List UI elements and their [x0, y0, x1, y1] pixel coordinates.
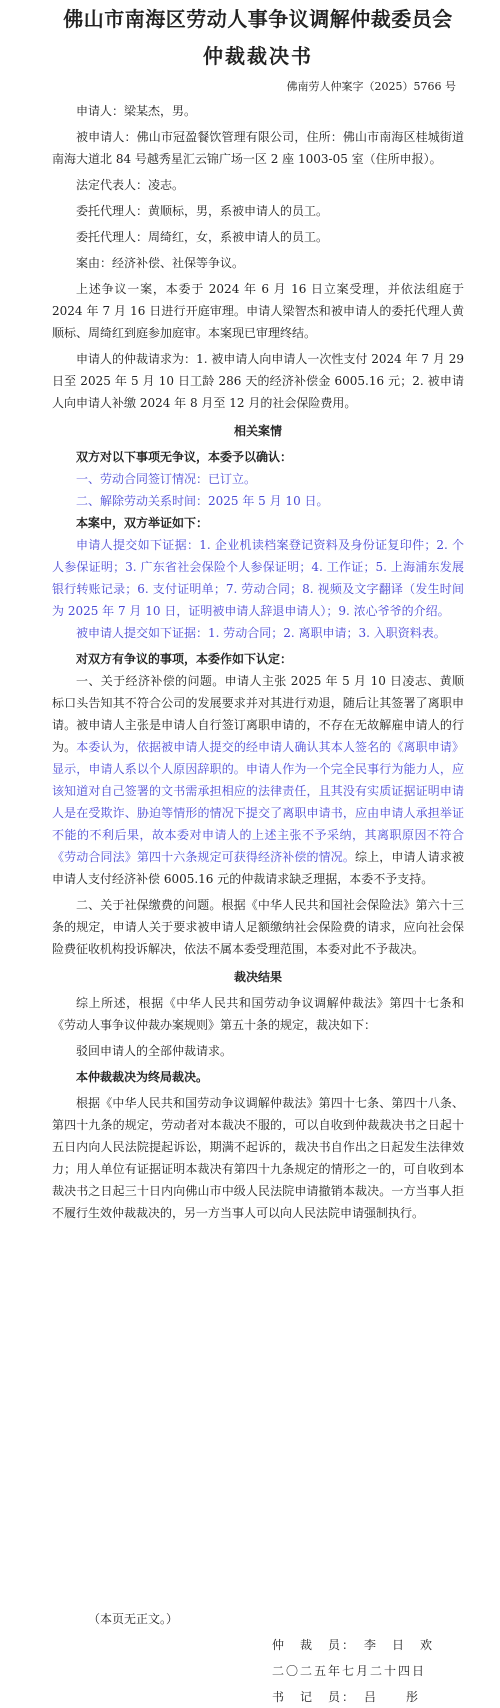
finding-compensation-conclusion: 综上，申请人请求被申请人支付经济补偿 6005.16 元的仲裁请求缺乏理据，本委不予支持。 [52, 850, 464, 886]
applicant-line: 申请人：梁某杰，男。 [76, 104, 197, 118]
undisputed-heading: 双方对以下事项无争议，本委予以确认： [76, 450, 293, 464]
case-cause-line: 案由：经济补偿、社保等争议。 [76, 256, 245, 270]
agent-line-1: 委托代理人：黄顺标，男，系被申请人的员工。 [76, 204, 329, 218]
verdict-date: 二〇二五年七月二十四日 [272, 1664, 427, 1678]
undisputed-item-1: 一、劳动合同签订情况：已订立。 [76, 472, 257, 486]
finding-compensation [52, 670, 464, 890]
finding-compensation-reasoning: 本委认为，依据被申请人提交的经申请人确认其本人签名的《离职申请》显示，申请人系以个人原因辞职的。申请人作为一个完全民事行为能力人，应该知道对自己签署的文书需承担相应的法律责任，且其没有实质证据证明申请人是在受欺诈、胁迫等情形的情况下提交了离职申请书，应由申请人承担举证不能的不利后果，故本委对申请人的上述主张不予采纳，其离职原因不符合《劳动合同法》第四十六条规定可获得经济补偿的情况。 [52, 740, 464, 864]
result-ruling: 驳回申请人的全部仲裁请求。 [76, 1044, 233, 1058]
findings-heading: 对双方有争议的事项，本委作如下认定： [76, 652, 293, 666]
document-title: 仲裁裁决书 [203, 44, 313, 68]
facts-heading: 相关案情 [233, 424, 282, 438]
evidence-heading: 本案中，双方举证如下： [76, 516, 209, 530]
result-heading: 裁决结果 [233, 970, 282, 984]
procedure-paragraph: 上述争议一案，本委于 2024 年 6 月 16 日立案受理，并依法组庭于 2024 年 7 月 16 日进行开庭审理。申请人梁智杰和被申请人的委托代理人黄顺标、周绮红到庭参加庭审。本案现已审理终结。 [52, 282, 464, 340]
legal-representative-line: 法定代表人：凌志。 [76, 178, 185, 192]
finding-social-insurance: 二、关于社保缴费的问题。根据《中华人民共和国社会保险法》第六十三条的规定，申请人关于要求被申请人足额缴纳社会保险费的请求，应向社会保险费征收机构投诉解决，依法不属本委受理范围，本委对此不予裁决。 [52, 898, 464, 956]
respondent-evidence: 被申请人提交如下证据：1. 劳动合同；2. 离职申请；3. 入职资料表。 [76, 626, 446, 640]
clerk-signature-line: 书 记 员： 吕 彤 [272, 1690, 421, 1704]
result-final-statement: 本仲裁裁决为终局裁决。 [76, 1070, 209, 1084]
agent-line-2: 委托代理人：周绮红，女，系被申请人的员工。 [76, 230, 329, 244]
case-number: 佛南劳人仲案字（2025）5766 号 [286, 80, 456, 93]
no-text-note: （本页无正文。） [88, 1612, 179, 1626]
finding-compensation-claims: 一、关于经济补偿的问题。申请人主张 2025 年 5 月 10 日凌志、黄顺标口头告知其不符合公司的发展要求并对其进行劝退，随后让其签署了离职申请。被申请人主张是申请人自行签订离职申请的，不存在无故解雇申请人的行为。 [52, 674, 464, 754]
claims-paragraph: 申请人的仲裁请求为：1. 被申请人向申请人一次性支付 2024 年 7 月 29 日至 2025 年 5 月 10 日工龄 286 天的经济补偿金 6005.16 元；2. 被申请人向申请人补缴 2024 年 8 月至 12 月的社会保险费用。 [52, 352, 464, 410]
applicant-evidence: 申请人提交如下证据：1. 企业机读档案登记资料及身份证复印件；2. 个人参保证明；3. 广东省社会保险个人参保证明；4. 工作证；5. 上海浦东发展银行转账记录；6. 支付证明单；7. 劳动合同；8. 视频及文字翻译（发生时间为 2025 年 7 月 10 日，证明被申请人辞退申请人）；9. 浓心爷爷的介绍。 [52, 538, 464, 618]
appeal-rights-paragraph: 根据《中华人民共和国劳动争议调解仲裁法》第四十七条、第四十八条、第四十九条的规定，劳动者对本裁决不服的，可以自收到仲裁裁决书之日起十五日内向人民法院提起诉讼，期满不起诉的，裁决书自作出之日起发生法律效力；用人单位有证据证明本裁决有第四十九条规定的情形之一的，可自收到本裁决书之日起三十日内向佛山市中级人民法院申请撤销本裁决。一方当事人拒不履行生效仲裁裁决的，另一方当事人可以向人民法院申请强制执行。 [52, 1096, 464, 1220]
issuing-organization: 佛山市南海区劳动人事争议调解仲裁委员会 [63, 7, 453, 31]
result-basis: 综上所述，根据《中华人民共和国劳动争议调解仲裁法》第四十七条和《劳动人事争议仲裁办案规则》第五十条的规定，裁决如下： [52, 996, 464, 1032]
undisputed-item-2: 二、解除劳动关系时间：2025 年 5 月 10 日。 [76, 494, 329, 508]
arbitrator-signature-line: 仲 裁 员： 李 日 欢 [272, 1638, 435, 1652]
respondent-line: 被申请人：佛山市冠盈餐饮管理有限公司，住所：佛山市南海区桂城街道南海大道北 84 号越秀星汇云锦广场一区 2 座 1003-05 室（住所申报）。 [52, 130, 464, 166]
